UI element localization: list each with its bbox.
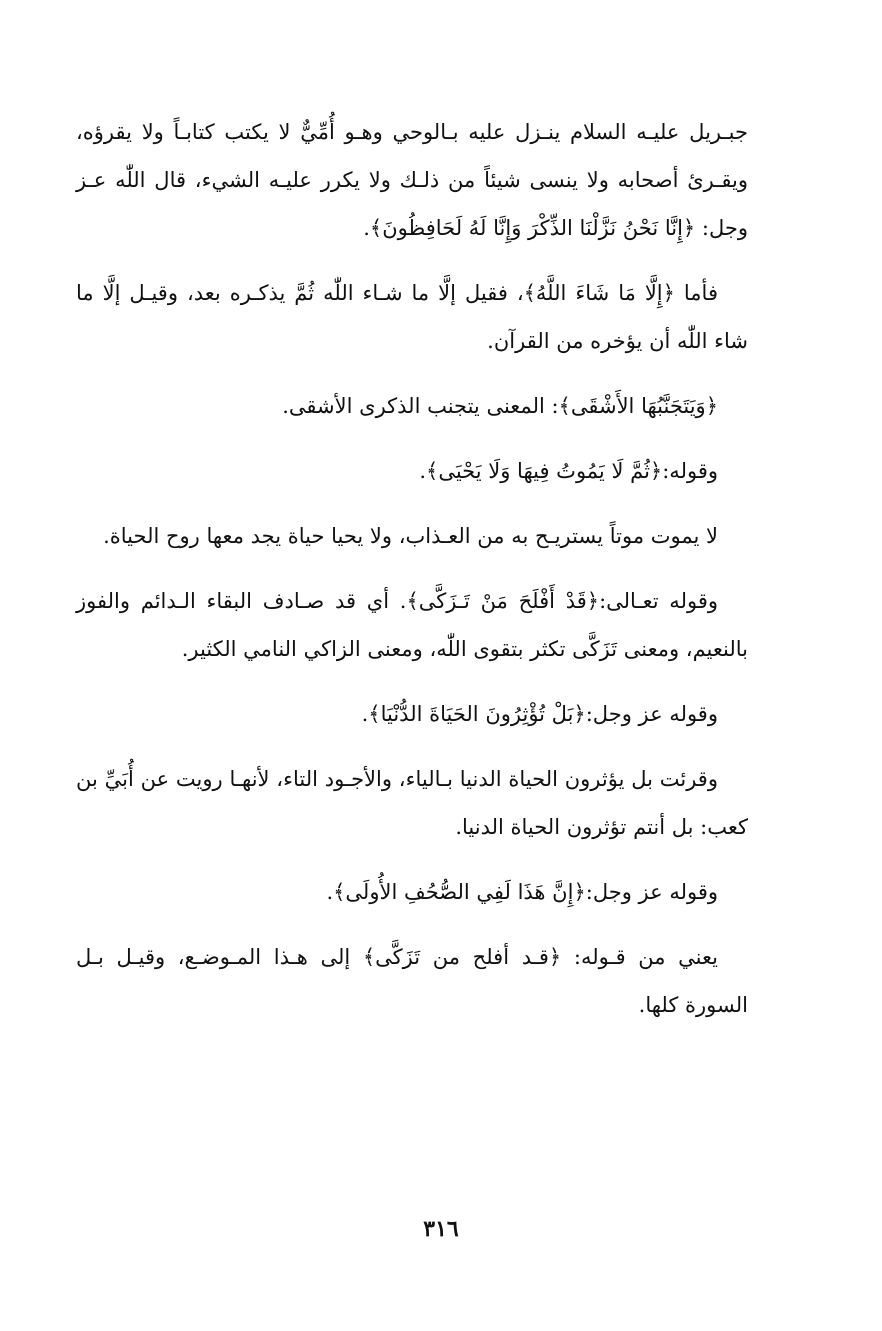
paragraph-9: وقوله عز وجل:﴿إِنَّ هَذَا لَفِي الصُّحُفِ الأُولَى﴾. — [326, 880, 718, 904]
paragraph-6: وقوله تعـالى:﴿قَدْ أَفْلَحَ مَنْ تَـزَكَّى﴾. أي قد صـادف البقاء الـدائم والفوز بالنعيم، ومعنى تَزَكَّى تكثر بتقوى اللّٰه، ومعنى الزاكي النامي الكثير. — [76, 589, 748, 661]
paragraph-1: جبـريل عليـه السلام ينـزل عليه بـالوحي وهـو أُمِّيٌّ لا يكتب كتابـاً ولا يقرؤه، ويقـرئ أصحابه ولا ينسى شيئاً من ذلـك ولا يكرر عليـه الشيء، قال اللّٰه عـز وجل: ﴿إِنَّا نَحْنُ نَزَّلْنَا الذِّكْرَ وَإِنَّا لَهُ لَحَافِظُونَ﴾. — [76, 120, 748, 240]
page-body — [76, 108, 748, 1046]
page-number: ٣١٦ — [423, 1216, 459, 1242]
paragraph-5: لا يموت موتاً يستريـح به من العـذاب، ولا يحيا حياة يجد معها روح الحياة. — [103, 524, 718, 548]
paragraph-8: وقرئت بل يؤثرون الحياة الدنيا بـالياء، والأجـود التاء، لأنهـا رويت عن أُبَيِّ بن كعب: بل أنتم تؤثرون الحياة الدنيا. — [76, 767, 748, 839]
paragraph-4: وقوله:﴿ثُمَّ لَا يَمُوتُ فِيهَا وَلَا يَحْيَى﴾. — [419, 459, 718, 483]
paragraph-7: وقوله عز وجل:﴿بَلْ تُؤْثِرُونَ الحَيَاةَ الدُّنْيَا﴾. — [361, 702, 718, 726]
paragraph-3: ﴿وَيَتَجَنَّبُهَا الأَشْقَى﴾: المعنى يتجنب الذكرى الأشقى. — [282, 394, 718, 418]
paragraph-10: يعني من قـوله: ﴿قـد أفلح من تَزَكَّى﴾ إلى هـذا المـوضـع، وقيـل بـل السورة كلها. — [76, 945, 748, 1017]
paragraph-2: فأما ﴿إِلَّا مَا شَاءَ اللَّهُ﴾، فقيل إلَّا ما شـاء اللّٰه ثُمَّ يذكـره بعد، وقيـل إلَّا ما شاء اللّٰه أن يؤخره من القرآن. — [76, 281, 748, 353]
